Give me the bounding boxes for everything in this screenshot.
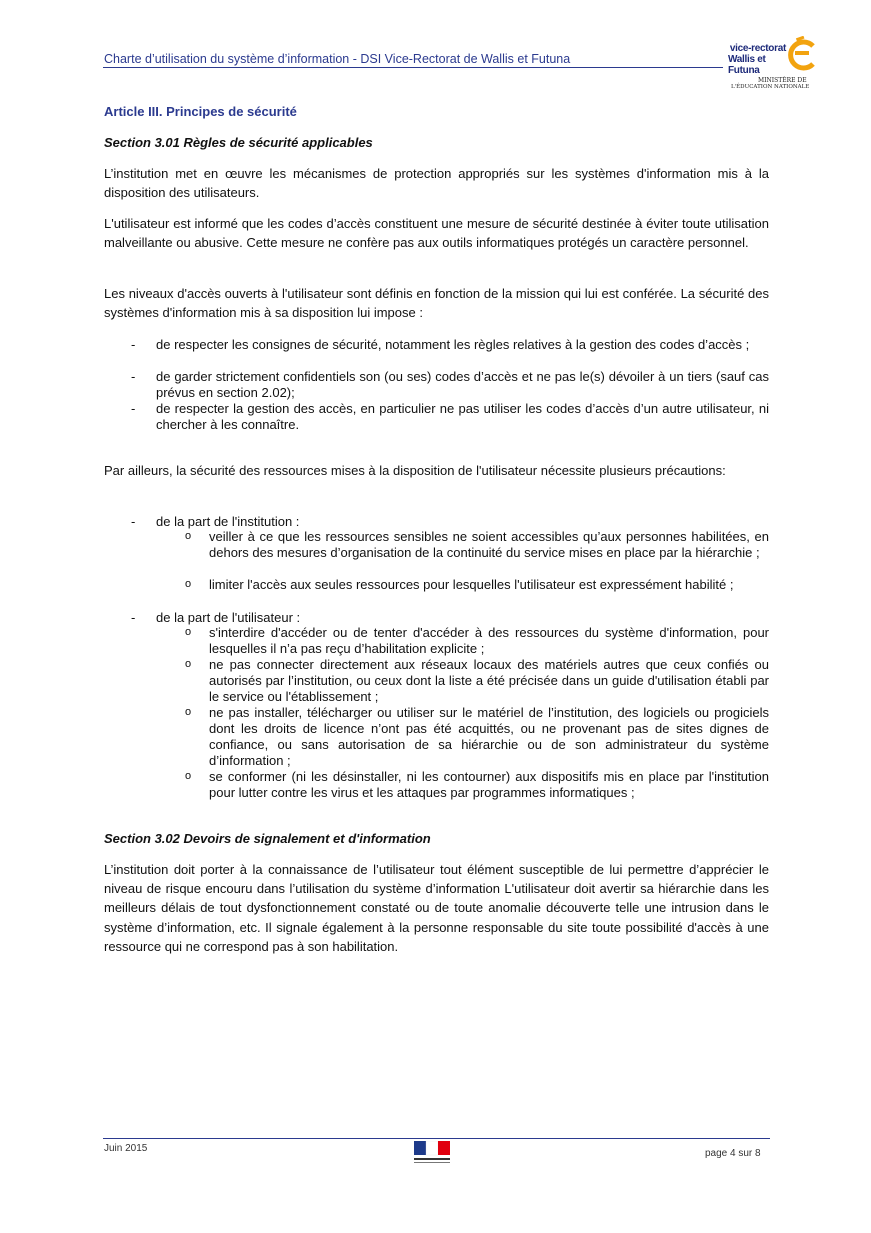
list-item: de respecter les consignes de sécurité, notamment les règles relatives à la gestion des codes d’accès ; bbox=[156, 337, 750, 352]
marianne-flag-icon bbox=[412, 1141, 454, 1165]
section1-paragraph-3: Les niveaux d'accès ouverts à l'utilisateur sont définis en fonction de la mission qui lui est conférée. La sécurité des systèmes d'information mis à sa disposition lui impose : bbox=[104, 286, 769, 320]
list-item: ne pas connecter directement aux réseaux locaux des matériels autres que ceux confiés ou autorisés par l’institution, ou ceux dont la liste a été précisée dans un guide d'utilisation établi par le service ou l'établissement ; bbox=[209, 657, 769, 704]
dash-marker: - bbox=[131, 401, 136, 416]
list-item: ne pas installer, télécharger ou utiliser sur le matériel de l’institution, des logiciels ou progiciels dont les droits de licence n’ont pas été acquittés, ou ne provenant pas de sites dignes de confiance, ou sans autorisation de sa hiérarchie ou de son administrateur du système d’information ; bbox=[209, 705, 769, 768]
dash-marker: - bbox=[131, 337, 136, 352]
circle-marker: o bbox=[185, 530, 192, 542]
dash-marker: - bbox=[131, 369, 136, 384]
circle-marker: o bbox=[185, 658, 192, 670]
dash-marker: - bbox=[131, 610, 136, 625]
footer-date: Juin 2015 bbox=[104, 1143, 148, 1154]
list-item: de respecter la gestion des accès, en particulier ne pas utiliser les codes d’accès d’un autre utilisateur, ni chercher à les connaître. bbox=[156, 401, 769, 432]
section1-paragraph-4: Par ailleurs, la sécurité des ressources mises à la disposition de l'utilisateur nécessite plusieurs précautions: bbox=[104, 463, 726, 478]
circle-marker: o bbox=[185, 706, 192, 718]
logo-e-icon bbox=[786, 36, 816, 72]
dash-marker: - bbox=[131, 514, 136, 529]
user-label: de la part de l'utilisateur : bbox=[156, 610, 301, 625]
list-item: se conformer (ni les désinstaller, ni les contourner) aux dispositifs mis en place par l'institution pour lutter contre les virus et les attaques par programmes informatiques ; bbox=[209, 769, 769, 800]
footer-rule bbox=[103, 1138, 770, 1139]
section-3-01-title: Section 3.01 Règles de sécurité applicables bbox=[104, 135, 373, 150]
circle-marker: o bbox=[185, 770, 192, 782]
circle-marker: o bbox=[185, 626, 192, 638]
header-rule bbox=[103, 67, 723, 68]
list-item: veiller à ce que les ressources sensibles ne soient accessibles qu’aux personnes habilitées, en dehors des mesures d’organisation de la continuité du service mises en place par la hiérarchie ; bbox=[209, 529, 769, 560]
section-3-02-title: Section 3.02 Devoirs de signalement et d'information bbox=[104, 831, 431, 846]
header-title: Charte d’utilisation du système d’information - DSI Vice-Rectorat de Wallis et Futuna bbox=[104, 52, 571, 66]
section1-paragraph-1: L’institution met en œuvre les mécanismes de protection appropriés sur les systèmes d'information mis à la disposition des utilisateurs. bbox=[104, 166, 769, 200]
logo-ministry-line2: L'ÉDUCATION NATIONALE bbox=[731, 84, 810, 90]
logo-line2: Wallis et Futuna bbox=[728, 54, 766, 76]
page-number: page 4 sur 8 bbox=[705, 1148, 761, 1159]
section2-paragraph-1: L’institution doit porter à la connaissance de l’utilisateur tout élément susceptible de lui permettre d’apprécier le niveau de risque encouru dans l’utilisation du système d’information L'utilisateur doit avertir sa hiérarchie dans les meilleurs délais de tout dysfonctionnement constaté ou de toute anomalie découverte telle une intrusion dans le système d’information, etc. Il signale également à la personne responsable du site toute possibilité d'accès à une ressource qui ne correspond pas à son habilitation. bbox=[104, 862, 769, 954]
institution-label: de la part de l'institution : bbox=[156, 514, 300, 529]
list-item: limiter l'accès aux seules ressources pour lesquelles l'utilisateur est expressément habilité ; bbox=[209, 577, 734, 592]
section1-paragraph-2: L'utilisateur est informé que les codes d’accès constituent une mesure de sécurité destinée à éviter toute utilisation malveillante ou abusive. Cette mesure ne confère pas aux outils informatiques protégés un caractère personnel. bbox=[104, 216, 769, 250]
list-item: s'interdire d'accéder ou de tenter d'accéder à des ressources du système d'information, pour lesquelles il n’a pas reçu d’habilitation explicite ; bbox=[209, 625, 769, 656]
article-title: Article III. Principes de sécurité bbox=[104, 104, 297, 119]
vice-rectorat-logo bbox=[728, 36, 818, 94]
logo-ministry-line1: MINISTÈRE DE bbox=[758, 77, 807, 84]
logo-line1: vice-rectorat bbox=[729, 43, 786, 54]
circle-marker: o bbox=[185, 578, 192, 590]
list-item: de garder strictement confidentiels son (ou ses) codes d’accès et ne pas le(s) dévoiler à un tiers (sauf cas prévus en section 2.02); bbox=[156, 369, 769, 400]
